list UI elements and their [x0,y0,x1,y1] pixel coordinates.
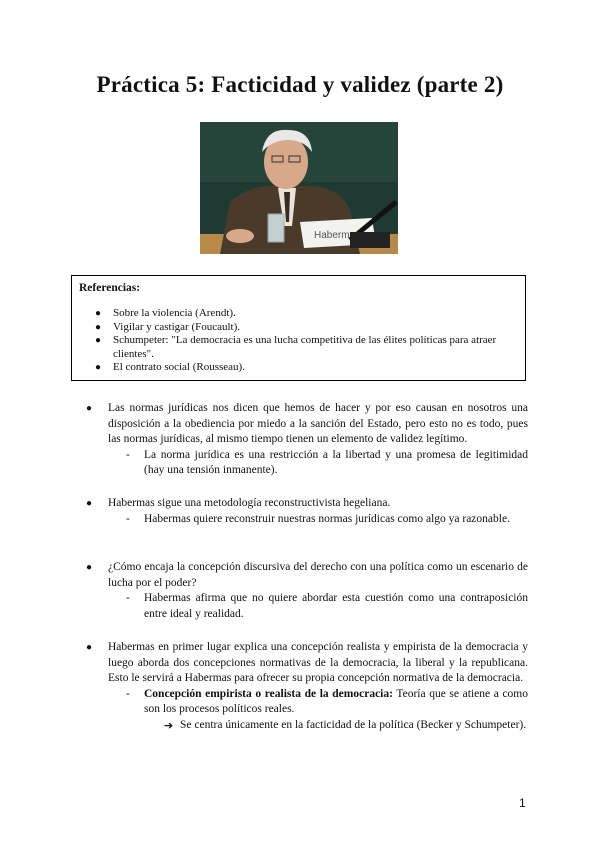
sub-point: - Concepción empirista o realista de la democracia: Teoría que se atiene a como son los procesos políticos reales. [126,687,529,715]
bullet-icon: ● [86,642,93,653]
sub-point: - Habermas afirma que no quiere abordar esta cuestión como una contraposición entre ideal y realidad. [126,592,528,620]
list-item: ● Vigilar y castigar (Foucault). [95,320,241,333]
bullet-icon: ● [95,335,102,346]
references-list [72,307,508,375]
bullet-icon: ● [95,362,102,373]
sub-point: - Habermas quiere reconstruir nuestras normas jurídicas como algo ya razonable. [144,512,528,528]
list-item: ● El contrato social (Rousseau). [95,361,245,373]
habermas-photo [200,122,398,254]
dash-icon: - [126,592,130,604]
list-item: ● Schumpeter: "La democracia es una lucha competitiva de las élites políticas para atraer clientes". [95,334,497,360]
references-box [71,275,526,381]
section-text: Las normas jurídicas nos dicen que hemos de hacer y por eso causan en nosotros una disposición a la obediencia por miedo a la sanción del Estado, pero esto no es todo, pues las normas jurídicas, al mismo tiempo tienen un elemento de validez legítimo. [108,402,528,445]
page-title: Práctica 5: Facticidad y validez (parte 2) [96,72,504,97]
bullet-icon: ● [95,321,102,333]
nameplate-text: Haberm [314,230,350,241]
bullet-icon: ● [86,498,93,509]
bullet-icon: ● [86,562,93,573]
section-text: ¿Cómo encaja la concepción discursiva del derecho con una política como un escenario de lucha por el poder? [108,561,528,589]
dash-icon: - [126,448,130,461]
page-number: 1 [519,796,526,810]
list-item: ● Sobre la violencia (Arendt). [95,307,236,319]
section-4 [86,640,528,733]
dash-icon: - [126,687,130,700]
section-1 [86,401,528,479]
bullet-icon: ● [86,403,93,414]
bullet-icon: ● [95,308,102,319]
section-3 [86,560,528,622]
concept-label: Concepción empirista o realista de la democracia: [144,687,393,700]
section-text: Habermas sigue una metodología reconstructivista hegeliana. [108,497,391,509]
arrow-point: ➔ Se centra únicamente en la facticidad de la política (Becker y Schumpeter). [164,718,527,732]
arrow-right-icon: ➔ [164,718,174,732]
dash-icon: - [126,512,130,525]
section-text: Habermas en primer lugar explica una concepción realista y empirista de la democracia y luego aborda dos concepciones normativas de la democracia, la liberal y la republicana. Esto le servirá a Habermas para ofrecer su propia concepción normativa de la democracia. [108,641,528,684]
sub-point: - La norma jurídica es una restricción a la libertad y una promesa de legitimidad (hay una tensión inmanente). [126,448,528,476]
section-2 [86,496,528,527]
references-heading: Referencias: [79,282,141,294]
